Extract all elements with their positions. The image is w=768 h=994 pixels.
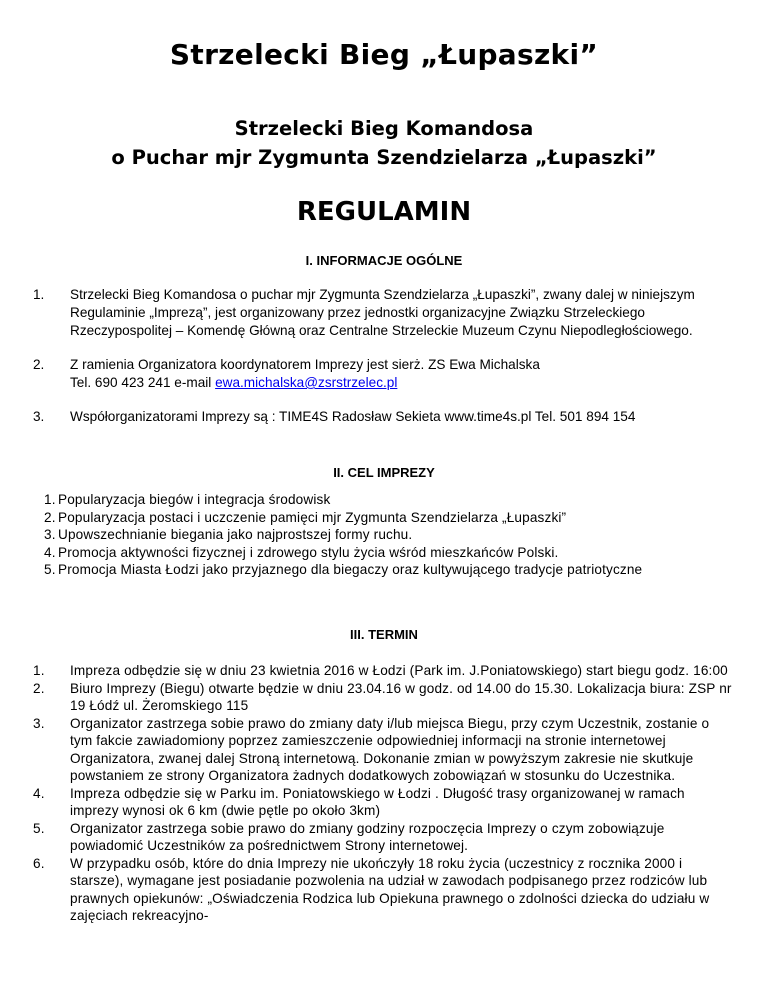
item-text: Promocja aktywności fizycznej i zdrowego stylu życia wśród mieszkańców Polski. xyxy=(58,544,559,560)
list-item xyxy=(33,509,733,527)
item-text: Impreza odbędzie się w Parku im. Poniatowskiego w Łodzi . Długość trasy organizowanej w ramach imprezy wynosi ok 6 km (dwie pętle po około 3km) xyxy=(70,785,685,818)
item-text: Popularyzacja biegów i integracja środowisk xyxy=(58,492,331,507)
list-item xyxy=(33,855,733,925)
list-item xyxy=(33,820,733,855)
list-item xyxy=(33,715,733,785)
item-text: Strzelecki Bieg Komandosa o puchar mjr Zygmunta Szendzielarza „Łupaszki”, zwany dalej w niniejszym Regulaminie „Imprezą”, jest organizowany przez jednostki organizacyjne Związku Strzeleckiego Rzeczypospolitej – Komendę Główną oraz Centralne Strzeleckie Muzeum Czynu Niepodległościowego. xyxy=(70,287,695,338)
subtitle-line-2: o Puchar mjr Zygmunta Szendzielarza „Łupaszki” xyxy=(111,146,657,169)
item-number: 4. xyxy=(44,544,56,560)
list-item xyxy=(33,356,733,392)
item-number: 2. xyxy=(44,509,56,525)
item-number: 3. xyxy=(44,527,56,542)
item-text: Z ramienia Organizatora koordynatorem Imprezy jest sierż. ZS Ewa Michalska xyxy=(70,357,540,372)
item-text: Współorganizatorami Imprezy są : TIME4S Radosław Sekieta www.time4s.pl Tel. 501 894 154 xyxy=(70,409,636,424)
item-text: Biuro Imprezy (Biegu) otwarte będzie w dniu 23.04.16 w godz. od 14.00 do 15.30. Lokalizacja biura: ZSP nr 19 Łódź ul. Żeromskiego 115 xyxy=(70,680,732,713)
list-item xyxy=(33,408,733,426)
item-text: Organizator zastrzega sobie prawo do zmiany daty i/lub miejsca Biegu, przy czym Uczestnik, zostanie o tym fakcie zawiadomiony poprzez zamieszczenie odpowiedniej informacji na stronie internetowej Organizatora, zwanej dalej Stroną internetową. Dokonanie zmian w powyższym zakresie nie skutkuje powstaniem ze strony Organizatora żadnych dodatkowych zobowiązań w stosunku do Uczestnika. xyxy=(70,715,710,783)
item-number: 2. xyxy=(33,680,45,696)
item-text: Upowszechnianie biegania jako najprostszej formy ruchu. xyxy=(58,527,413,542)
list-item xyxy=(33,680,733,715)
subtitle-line-1: Strzelecki Bieg Komandosa xyxy=(234,117,534,140)
list-item xyxy=(33,286,733,340)
item-text: Popularyzacja postaci i uczczenie pamięci mjr Zygmunta Szendzielarza „Łupaszki” xyxy=(58,509,567,525)
section-3-heading: III. TERMIN xyxy=(350,627,418,642)
item-number: 1. xyxy=(33,663,45,678)
item-text: Organizator zastrzega sobie prawo do zmiany godziny rozpoczęcia Imprezy o czym zobowiązuje powiadomić Uczestników za pośrednictwem Strony internetowej. xyxy=(70,820,665,853)
item-number: 1. xyxy=(44,492,56,507)
item-text: Impreza odbędzie się w dniu 23 kwietnia 2016 w Łodzi (Park im. J.Poniatowskiego) start biegu godz. 16:00 xyxy=(70,663,728,678)
item-text: Promocja Miasta Łodzi jako przyjaznego dla biegaczy oraz kultywującego tradycje patriotyczne xyxy=(58,562,643,577)
email-link[interactable]: ewa.michalska@zsrstrzelec.pl xyxy=(215,375,398,390)
item-text-phone: Tel. 690 423 241 e-mail xyxy=(70,375,216,390)
section-2-heading: II. CEL IMPREZY xyxy=(333,465,435,480)
item-number: 3. xyxy=(33,715,45,731)
list-item xyxy=(33,662,733,680)
regulamin-heading: REGULAMIN xyxy=(296,197,472,227)
section-2-list xyxy=(33,491,733,579)
item-number: 2. xyxy=(33,357,45,372)
list-item xyxy=(33,561,733,579)
section-1-heading: I. INFORMACJE OGÓLNE xyxy=(305,253,463,268)
list-item xyxy=(33,526,733,544)
list-item xyxy=(33,491,733,509)
item-number: 1. xyxy=(33,287,45,302)
section-1-list xyxy=(33,286,733,442)
item-number: 4. xyxy=(33,785,45,801)
list-item xyxy=(33,785,733,820)
item-number: 5. xyxy=(44,562,56,577)
item-text: W przypadku osób, które do dnia Imprezy nie ukończyły 18 roku życia (uczestnicy z rocznika 2000 i starsze), wymagane jest posiadanie pozwolenia na udział w zawodach podpisanego przez rodziców lub prawnych opiekunów: „Oświadczenia Rodzica lub Opiekuna prawnego o zdolności dziecka do udziału w zajęciach rekreacyjno- xyxy=(70,855,710,923)
document-title: Strzelecki Bieg „Łupaszki” xyxy=(169,38,599,71)
section-3-list xyxy=(33,662,733,925)
list-item xyxy=(33,544,733,562)
item-number: 3. xyxy=(33,409,45,424)
item-number: 5. xyxy=(33,820,45,836)
item-number: 6. xyxy=(33,855,45,871)
